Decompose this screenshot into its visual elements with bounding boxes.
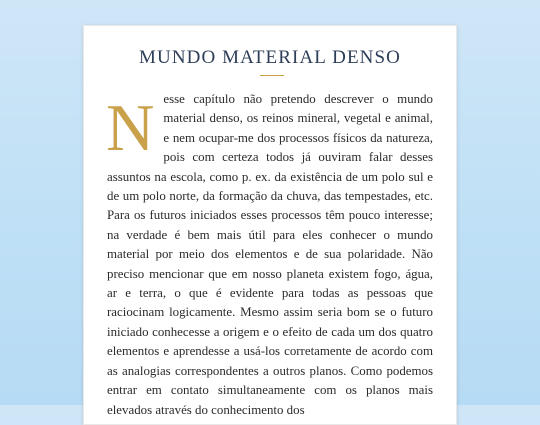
drop-cap: N [106, 91, 155, 165]
title-divider [260, 75, 284, 76]
document-page [83, 25, 457, 425]
body-text: esse capítulo não pretendo descrever o mundo material denso, os reinos mineral, vegetal e animal, e nem ocupar-me dos processos físicos da natureza, pois com certeza todos já ouviram falar desses assuntos na escola, como p. ex. da existência de um polo sul e de um polo norte, da formação da chuva, das tempestades, etc. Para os futuros iniciados esses processos têm pouco interesse; na verdade é bem mais útil para eles conhecer o mundo material por meio dos elementos e de sua polaridade. Não preciso mencionar que em nosso planeta existem fogo, água, ar e terra, o que é evidente para todas as pessoas que raciocinam logicamente. Mesmo assim seria bom se o futuro iniciado conhecesse a origem e o efeito de cada um dos quatro elementos e aprendesse a usá-los corretamente de acordo com as analogias correspondentes a outros planos. Como podemos entrar em contato simultaneamente com os planos mais elevados através do conhecimento dos [107, 92, 433, 417]
chapter-body [107, 90, 433, 420]
chapter-title: MUNDO MATERIAL DENSO [139, 47, 401, 68]
